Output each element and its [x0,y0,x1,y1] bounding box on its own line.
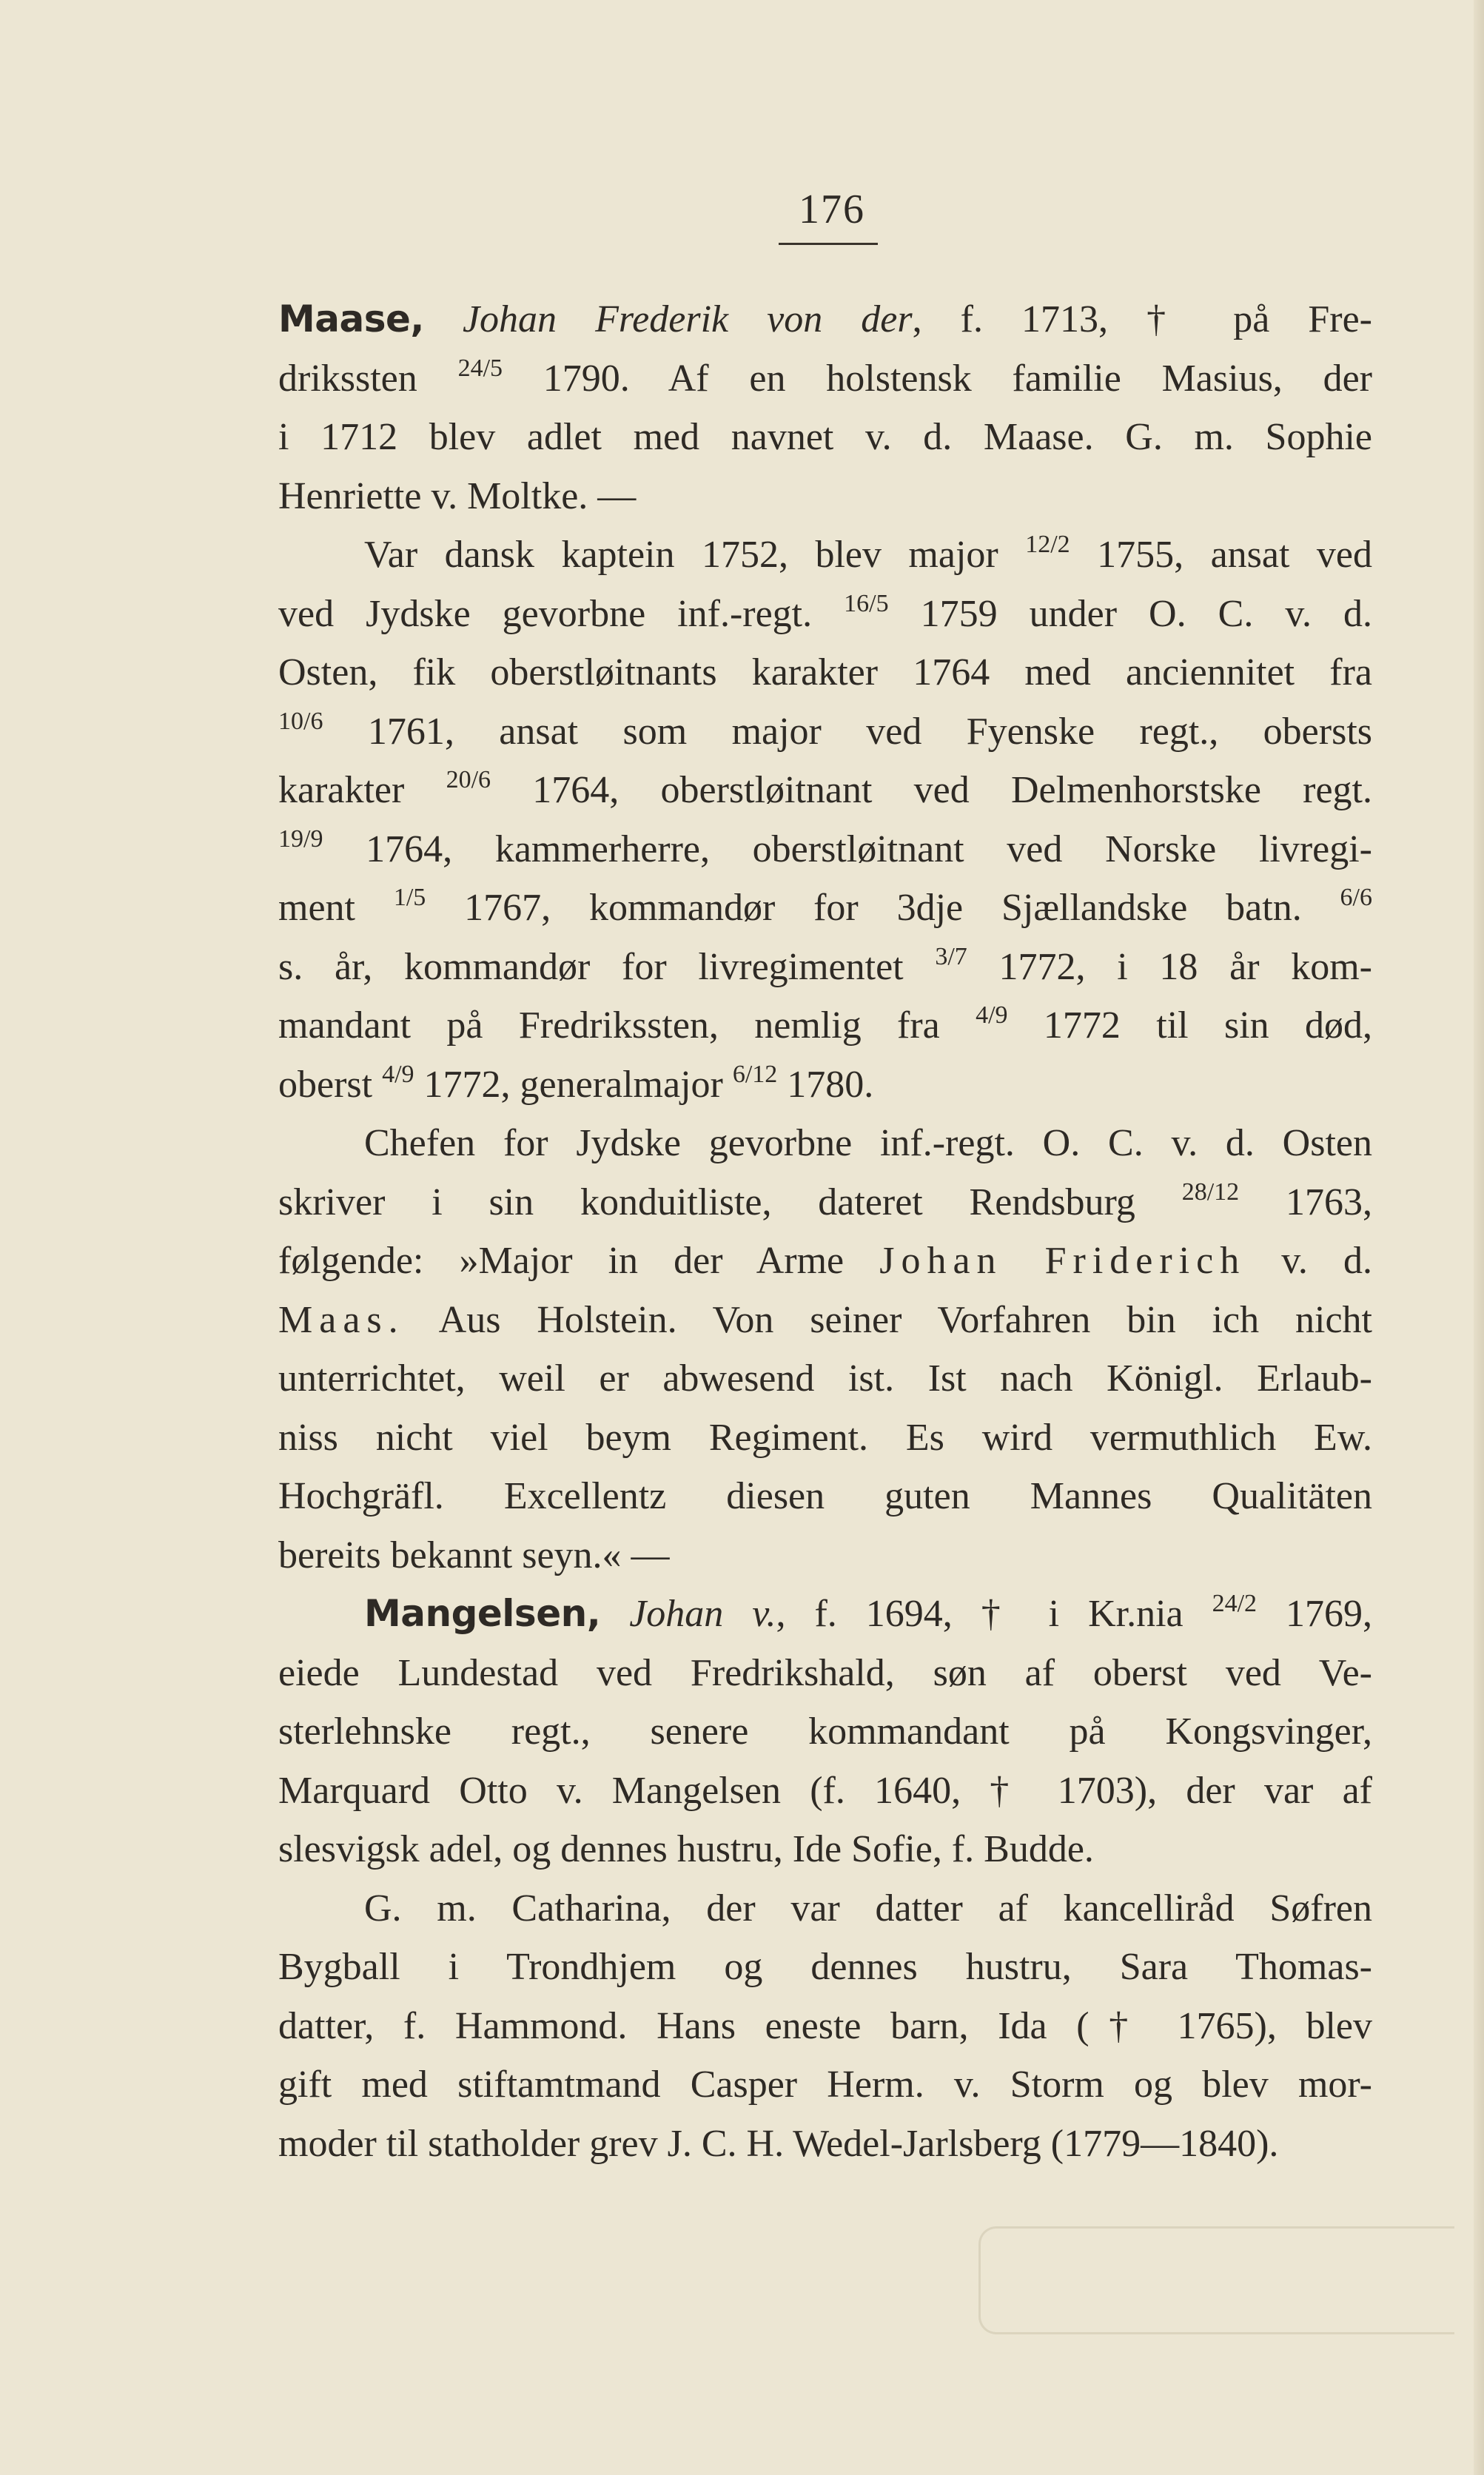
spaced-name: Maas. [278,1298,405,1341]
text-line: Bygball i Trondhjem og dennes hustru, Sara Thomas- [278,1946,1372,1988]
text-line: Osten, fik oberstløitnants karakter 1764 med anciennitet fra [278,651,1372,694]
page-number-rule [779,243,878,245]
page-edge-shadow [1474,0,1484,2475]
text-line: unterrichtet, weil er abwesend ist. Ist nach Königl. Erlaub- [278,1357,1372,1400]
spaced-name: Johan Friderich [879,1240,1246,1282]
text-span: karakter [278,769,446,811]
text-span: v. d. [1246,1240,1372,1282]
text-span: 1772 til sin død, [1007,1004,1372,1047]
text-line [278,996,1372,1055]
date-fraction: 1/5 [393,884,426,911]
text-span: mandant på Fredrikssten, nemlig fra [278,1004,976,1047]
text-span: Var dansk kaptein 1752, blev major [364,534,1026,576]
page-number: 176 [799,187,865,232]
text-span: 1761, ansat som major ved Fyenske regt., obersts [323,710,1372,753]
date-fraction: 4/9 [976,1001,1008,1029]
date-fraction: 4/9 [382,1060,414,1088]
date-fraction: 20/6 [446,766,491,793]
date-fraction: 24/2 [1212,1590,1258,1617]
text-span: drikssten [278,357,458,400]
date-fraction: 19/9 [278,825,323,853]
text-span: 1755, ansat ved [1070,534,1372,576]
text-line: moder til statholder grev J. C. H. Wedel-Jarlsberg (1779—1840). [278,2122,1279,2165]
text-line: eiede Lundestad ved Fredrikshald, søn af oberst ved Ve- [278,1651,1372,1694]
text-line: Henriette v. Moltke. — [278,474,637,517]
text-span: 1764, kammerherre, oberstløitnant ved Norske livregi- [323,827,1372,870]
text-span: oberst [278,1063,383,1106]
text-span: , f. 1713, † på Fre- [912,298,1373,340]
text-line [278,1232,1372,1291]
date-fraction: 6/12 [732,1060,778,1088]
text-line: niss nicht viel beym Regiment. Es wird vermuthlich Ew. [278,1416,1372,1459]
text-line: datter, f. Hammond. Hans eneste barn, Ida († 1765), blev [278,2004,1372,2047]
text-line: gift med stiftamtmand Casper Herm. v. Storm og blev mor- [278,2063,1372,2106]
text-line [278,820,1372,879]
text-line: i 1712 blev adlet med navnet v. d. Maase. G. m. Sophie [278,416,1372,458]
text-line: Marquard Otto v. Mangelsen (f. 1640, † 1703), der var af [278,1769,1372,1812]
body-text [278,290,1372,2173]
text-span: 1772, i 18 år kom- [967,945,1372,988]
text-line [278,761,1372,820]
text-line [278,702,1372,762]
text-span: følgende: »Major in der Arme [278,1240,880,1282]
text-line [278,525,1372,585]
text-line [278,585,1372,644]
date-fraction: 3/7 [935,942,967,970]
text-line: Hochgräfl. Excellentz diesen guten Mannes Qualitäten [278,1475,1372,1517]
text-line: Chefen for Jydske gevorbne inf.-regt. O. C. v. d. Osten [364,1122,1372,1164]
text-span: ved Jydske gevorbne inf.-regt. [278,592,845,635]
text-span: 1790. Af en holstensk familie Masius, der [503,357,1372,400]
date-fraction: 12/2 [1025,531,1070,558]
text-line [278,1173,1372,1232]
text-line [278,879,1372,938]
text-line [278,1055,1372,1115]
entry-heading: Maase, [278,298,424,340]
library-stamp-mark [978,2226,1454,2334]
text-line [278,1291,1372,1350]
text-line [278,290,1372,349]
text-span: s. år, kommandør for livregimentet [278,945,936,988]
text-span: Aus Holstein. Von seiner Vorfahren bin ich nicht [404,1298,1372,1341]
text-span: 1759 under O. C. v. d. [888,592,1372,635]
text-line: slesvigsk adel, og dennes hustru, Ide Sofie, f. Budde. [278,1828,1094,1870]
text-span: skriver i sin konduitliste, dateret Rendsburg [278,1181,1182,1223]
entry-heading: Mangelsen, [364,1592,601,1635]
date-fraction: 28/12 [1181,1178,1240,1206]
text-span: ment [278,887,394,929]
date-fraction: 24/5 [457,354,503,382]
text-span: 1767, kommandør for 3dje Sjællandske batn. [426,887,1340,929]
text-span: , f. 1694, † i Kr.nia [776,1593,1212,1635]
entry-name: Johan v. [629,1593,776,1635]
text-span: 1772, generalmajor [414,1063,733,1106]
text-span: 1780. [777,1063,874,1106]
entry-name: Johan Frederik von der [462,298,913,340]
date-fraction: 10/6 [278,707,323,735]
text-span: 1769, [1257,1593,1373,1635]
text-line: G. m. Catharina, der var datter af kancelliråd Søfren [364,1887,1372,1930]
text-line [278,1585,1372,1644]
text-line [278,938,1372,997]
date-fraction: 6/6 [1340,884,1372,911]
text-line: sterlehnske regt., senere kommandant på Kongsvinger, [278,1710,1372,1753]
text-line: bereits bekannt seyn.« — [278,1534,670,1576]
date-fraction: 16/5 [844,589,889,617]
text-line [278,349,1372,409]
text-span: 1763, [1239,1181,1372,1223]
text-span: 1764, oberstløitnant ved Delmenhorstske regt. [491,769,1372,811]
